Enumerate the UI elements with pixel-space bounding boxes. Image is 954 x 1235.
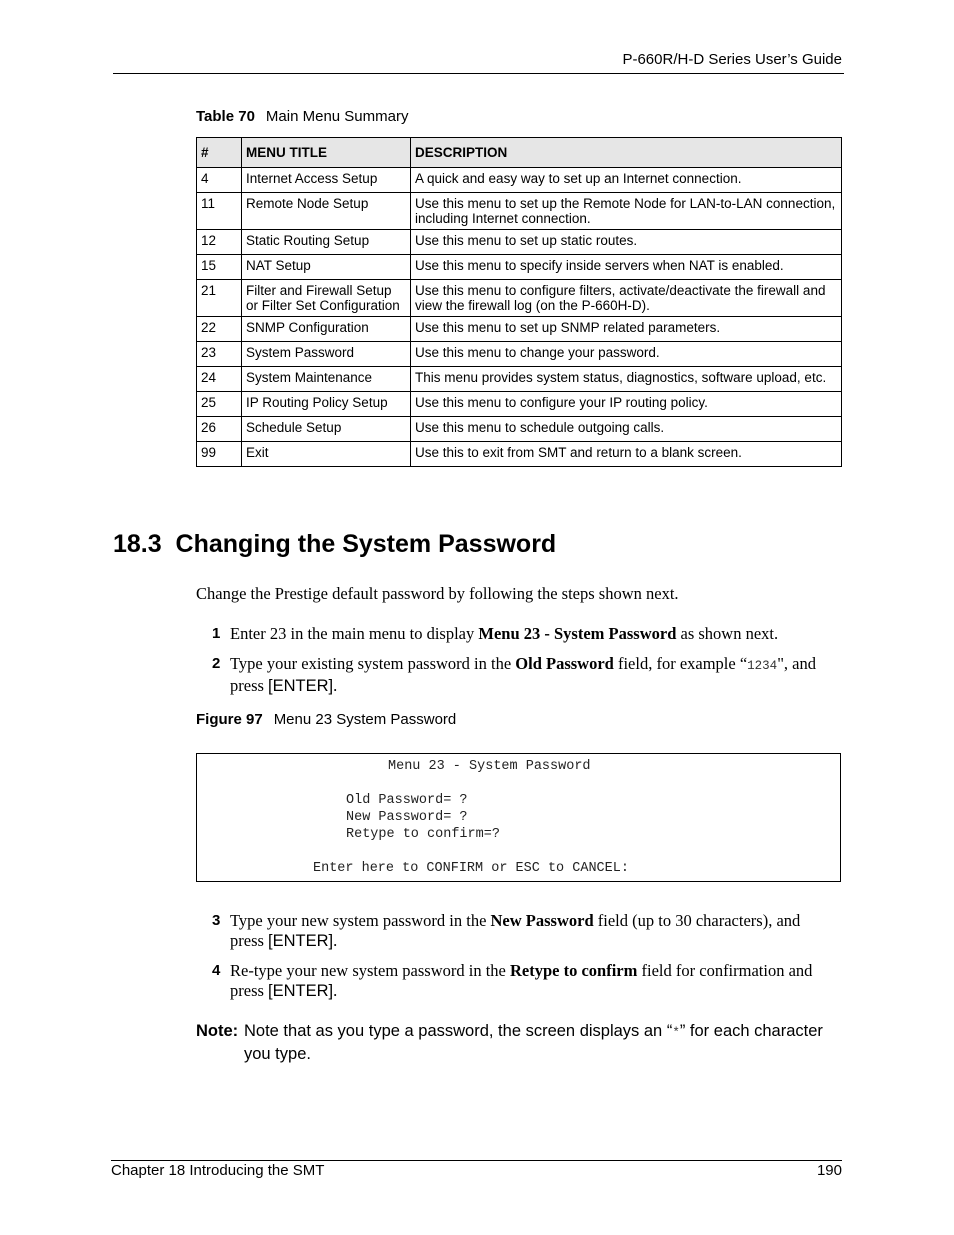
cell-menu-title: System Maintenance: [242, 367, 411, 392]
column-header-number: #: [197, 138, 242, 168]
table-row: [197, 193, 842, 230]
table-row: [197, 280, 842, 317]
step-field-name: Retype to confirm: [510, 961, 638, 980]
cell-description: Use this menu to set up the Remote Node for LAN-to-LAN connection, including Internet connection.: [411, 193, 842, 230]
step-number: 1: [212, 625, 221, 642]
cell-menu-title: System Password: [242, 342, 411, 367]
column-header-description: DESCRIPTION: [411, 138, 842, 168]
cell-number: 26: [197, 417, 242, 442]
cell-number: 4: [197, 168, 242, 193]
retype-confirm-field: Retype to confirm=?: [346, 827, 500, 842]
step-field-name: Old Password: [515, 654, 614, 673]
footer-chapter: Chapter 18 Introducing the SMT: [111, 1162, 325, 1179]
step-text: field for confirmation and: [637, 961, 813, 980]
cell-number: 15: [197, 255, 242, 280]
new-password-field: New Password= ?: [346, 810, 468, 825]
cell-description: Use this menu to configure filters, activate/deactivate the firewall and view the firewall log (on the P-660H-D).: [411, 280, 842, 317]
note-text-part: ” for each character you type.: [244, 1022, 823, 1063]
cell-menu-title: Internet Access Setup: [242, 168, 411, 193]
cell-description: Use this menu to change your password.: [411, 342, 842, 367]
table-row: [197, 417, 842, 442]
step-field-name: New Password: [490, 911, 594, 930]
asterisk-symbol: *: [672, 1026, 680, 1040]
footer-divider: [111, 1160, 842, 1161]
table-row: [197, 230, 842, 255]
cell-menu-title: Static Routing Setup: [242, 230, 411, 255]
note-text-part: Note that as you type a password, the screen displays an “: [244, 1022, 673, 1040]
cell-menu-title: Filter and Firewall Setup or Filter Set Configuration: [242, 280, 411, 317]
table-row: [197, 442, 842, 467]
cell-menu-title: Remote Node Setup: [242, 193, 411, 230]
table-row: [197, 392, 842, 417]
page-header-title: P-660R/H-D Series User’s Guide: [622, 51, 842, 68]
step-text: press: [230, 931, 269, 950]
table-row: [197, 317, 842, 342]
step-text: Type your existing system password in the: [230, 654, 516, 673]
step-text: .: [333, 676, 338, 695]
step-text: Re-type your new system password in the: [230, 961, 510, 980]
cell-description: Use this to exit from SMT and return to a blank screen.: [411, 442, 842, 467]
cell-description: Use this menu to set up SNMP related parameters.: [411, 317, 842, 342]
step-text: press: [230, 981, 269, 1000]
cell-description: Use this menu to specify inside servers when NAT is enabled.: [411, 255, 842, 280]
step-text: field (up to 30 characters), and: [593, 911, 801, 930]
step-number: 3: [212, 912, 221, 929]
step-text: Enter 23 in the main menu to display: [230, 624, 479, 643]
cell-description: Use this menu to configure your IP routing policy.: [411, 392, 842, 417]
header-divider: [113, 73, 844, 74]
cell-number: 12: [197, 230, 242, 255]
step-text: field, for example “: [613, 654, 748, 673]
table-row: [197, 342, 842, 367]
cell-number: 11: [197, 193, 242, 230]
section-heading: 18.3 Changing the System Password: [113, 530, 557, 558]
figure-caption-title: Menu 23 System Password: [273, 711, 457, 728]
page-number: 190: [816, 1162, 842, 1179]
enter-key-label: [ENTER]: [268, 982, 334, 1000]
table-row: [197, 367, 842, 392]
step-text: .: [333, 981, 338, 1000]
step-text: press: [230, 676, 269, 695]
step-text: as shown next.: [676, 624, 779, 643]
table-caption-label: Table 70: [196, 108, 255, 125]
example-password: 1234: [747, 659, 778, 673]
cell-menu-title: SNMP Configuration: [242, 317, 411, 342]
table-caption-title: Main Menu Summary: [265, 108, 409, 125]
step-number: 2: [212, 655, 221, 672]
table-row: [197, 255, 842, 280]
cell-number: 23: [197, 342, 242, 367]
step-text: .: [333, 931, 338, 950]
menu-23-screen: [196, 753, 841, 882]
step-text: Type your new system password in the: [230, 911, 491, 930]
column-header-menu-title: MENU TITLE: [242, 138, 411, 168]
cell-number: 99: [197, 442, 242, 467]
cell-description: Use this menu to schedule outgoing calls.: [411, 417, 842, 442]
cell-number: 24: [197, 367, 242, 392]
step-text: ", and: [777, 654, 816, 673]
note-label: Note:: [196, 1022, 239, 1040]
enter-key-label: [ENTER]: [268, 932, 334, 950]
cell-number: 25: [197, 392, 242, 417]
confirm-prompt: Enter here to CONFIRM or ESC to CANCEL:: [313, 861, 629, 876]
table-caption: [196, 108, 408, 125]
enter-key-label: [ENTER]: [268, 677, 334, 695]
intro-paragraph: Change the Prestige default password by following the steps shown next.: [196, 584, 679, 603]
cell-menu-title: NAT Setup: [242, 255, 411, 280]
step-menu-name: Menu 23 - System Password: [478, 624, 677, 643]
cell-description: A quick and easy way to set up an Internet connection.: [411, 168, 842, 193]
cell-menu-title: IP Routing Policy Setup: [242, 392, 411, 417]
figure-caption: [196, 711, 456, 728]
note-text: [244, 1021, 844, 1065]
screen-title: Menu 23 - System Password: [388, 759, 591, 774]
cell-description: Use this menu to set up static routes.: [411, 230, 842, 255]
cell-number: 21: [197, 280, 242, 317]
old-password-field: Old Password= ?: [346, 793, 468, 808]
cell-number: 22: [197, 317, 242, 342]
table-row: [197, 168, 842, 193]
cell-menu-title: Schedule Setup: [242, 417, 411, 442]
cell-description: This menu provides system status, diagnostics, software upload, etc.: [411, 367, 842, 392]
cell-menu-title: Exit: [242, 442, 411, 467]
figure-caption-label: Figure 97: [196, 711, 263, 728]
main-menu-summary-table: [196, 137, 842, 467]
table-header-row: [197, 138, 842, 168]
step-number: 4: [212, 962, 221, 979]
